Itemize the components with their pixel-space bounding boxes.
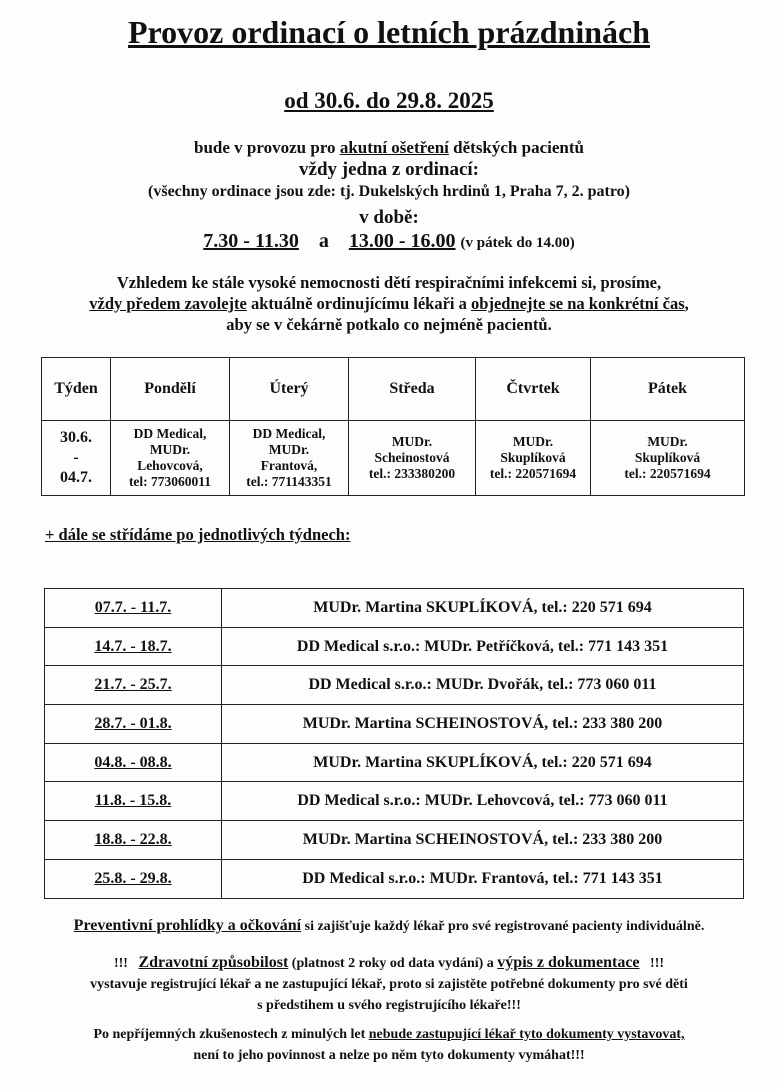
week-sep: - [73, 449, 79, 466]
cell-line: tel.: 233380200 [368, 466, 456, 481]
final-line-1 [0, 1024, 778, 1045]
preventive-note [0, 917, 778, 935]
cell-line: MUDr. [647, 434, 688, 449]
table-row [45, 743, 744, 782]
header-week: Týden [42, 358, 111, 421]
afternoon-hours: 13.00 - 16.00 [348, 230, 456, 252]
book-time: objednejte se na konkrétní čas [471, 294, 685, 313]
wednesday-cell [349, 421, 476, 496]
cell-line: Skuplíková [500, 450, 566, 465]
records-excerpt-title: výpis z dokumentace [497, 954, 640, 971]
table-row [45, 627, 744, 666]
rotation-doctor: MUDr. Martina SCHEINOSTOVÁ, tel.: 233 380 200 [222, 705, 744, 744]
cell-line: tel.: 771143351 [246, 474, 332, 489]
hours-and: a [318, 230, 329, 252]
header-friday: Pátek [591, 358, 745, 421]
header-monday: Pondělí [111, 358, 230, 421]
preventive-title: Preventivní prohlídky a očkování [73, 917, 302, 934]
notice-line-3: aby se v čekárně potkalo co nejméně pacientů. [226, 315, 552, 334]
intro-text-end: dětských pacientů [448, 138, 584, 157]
final-line-2: není to jeho povinnost a nelze po něm tyto dokumenty vymáhat!!! [193, 1048, 585, 1063]
rotation-doctor: MUDr. Martina SCHEINOSTOVÁ, tel.: 233 380 200 [222, 821, 744, 860]
cell-line: Skuplíková [634, 450, 701, 465]
monday-cell [111, 421, 230, 496]
first-week-table [41, 357, 745, 496]
rotation-doctor: DD Medical s.r.o.: MUDr. Lehovcová, tel.: 773 060 011 [222, 782, 744, 821]
rotation-doctor: MUDr. Martina SKUPLÍKOVÁ, tel.: 220 571 694 [222, 743, 744, 782]
preventive-text: si zajišťuje každý lékař pro své registrované pacienty individuálně. [301, 919, 705, 934]
rotation-doctor: DD Medical s.r.o.: MUDr. Dvořák, tel.: 773 060 011 [222, 666, 744, 705]
excl-right: !!! [650, 956, 665, 971]
rotation-dates: 21.7. - 25.7. [45, 666, 222, 705]
header-thursday: Čtvrtek [476, 358, 591, 421]
intro-line-2: vždy jedna z ordinací: [299, 159, 479, 180]
table-header-row [42, 358, 745, 421]
cell-line: Lehovcová, [137, 458, 203, 473]
rotation-dates: 07.7. - 11.7. [45, 589, 222, 628]
final-text: Po nepříjemných zkušenostech z minulých let [93, 1027, 369, 1042]
rotation-dates: 25.8. - 29.8. [45, 859, 222, 898]
alternating-heading: + dále se střídáme po jednotlivých týdnech: [45, 525, 351, 544]
health-line-2: vystavuje registrující lékař a ne zastupující lékař, proto si zajistěte potřebné dokumenty pro své děti [90, 977, 688, 992]
call-ahead: vždy předem zavolejte [89, 294, 247, 313]
cell-line: MUDr. [512, 434, 554, 449]
date-range: od 30.6. do 29.8. 2025 [284, 88, 494, 113]
week-end: 04.7. [60, 469, 92, 486]
header-wednesday: Středa [349, 358, 476, 421]
table-row [45, 859, 744, 898]
rotation-dates: 11.8. - 15.8. [45, 782, 222, 821]
health-cert-note [0, 952, 778, 1016]
table-row [45, 589, 744, 628]
header-tuesday: Úterý [230, 358, 349, 421]
table-row [45, 666, 744, 705]
cell-line: Scheinostová [374, 450, 450, 465]
hours-label: v době: [359, 207, 419, 228]
cell-line: MUDr. [391, 434, 433, 449]
rotation-doctor: MUDr. Martina SKUPLÍKOVÁ, tel.: 220 571 694 [222, 589, 744, 628]
thursday-cell [476, 421, 591, 496]
cell-line: DD Medical, [133, 426, 207, 441]
final-underlined: nebude zastupující lékař tyto dokumenty vystavovat, [368, 1027, 685, 1042]
friday-note: (v pátek do 14.00) [460, 235, 575, 251]
table-row [45, 705, 744, 744]
rotation-dates: 28.7. - 01.8. [45, 705, 222, 744]
final-note [0, 1024, 778, 1066]
intro-acute-care: akutní ošetření [339, 138, 449, 157]
week-start: 30.6. [60, 429, 92, 446]
health-mid: (platnost 2 roky od data vydání) a [288, 956, 498, 971]
rotation-doctor: DD Medical s.r.o.: MUDr. Petříčková, tel.: 771 143 351 [222, 627, 744, 666]
excl-left: !!! [113, 956, 128, 971]
cell-line: tel.: 220571694 [489, 466, 577, 481]
health-line-1 [0, 952, 778, 974]
table-row [45, 821, 744, 860]
hours-line [0, 230, 778, 253]
intro-text: bude v provozu pro [194, 138, 340, 157]
week-cell [42, 421, 111, 496]
tuesday-cell [230, 421, 349, 496]
notice-mid: aktuálně ordinujícímu lékaři a [246, 294, 472, 313]
notice-comma: , [684, 294, 689, 313]
cell-line: DD Medical, [252, 426, 326, 441]
table-row [45, 782, 744, 821]
health-line-3: s předstihem u svého registrujícího lékaře!!! [257, 998, 521, 1013]
rotation-dates: 18.8. - 22.8. [45, 821, 222, 860]
page-title: Provoz ordinací o letních prázdninách [127, 14, 651, 50]
notice-line-1: Vzhledem ke stále vysoké nemocnosti dětí respiračními infekcemi si, prosíme, [116, 273, 662, 292]
cell-line: MUDr. [149, 442, 191, 457]
intro-line-1 [0, 138, 778, 158]
rotation-dates: 04.8. - 08.8. [45, 743, 222, 782]
morning-hours: 7.30 - 11.30 [203, 230, 299, 252]
rotation-dates: 14.7. - 18.7. [45, 627, 222, 666]
friday-cell [591, 421, 745, 496]
rotation-doctor: DD Medical s.r.o.: MUDr. Frantová, tel.: 771 143 351 [222, 859, 744, 898]
rotation-table [44, 588, 744, 899]
notice-line-2 [0, 293, 778, 314]
health-cert-title: Zdravotní způsobilost [138, 954, 289, 971]
address-line: (všechny ordinace jsou zde: tj. Dukelských hrdinů 1, Praha 7, 2. patro) [148, 183, 630, 200]
table-row [42, 421, 745, 496]
cell-line: tel: 773060011 [128, 474, 212, 489]
cell-line: MUDr. [268, 442, 310, 457]
cell-line: tel.: 220571694 [624, 466, 711, 481]
cell-line: Frantová, [260, 458, 318, 473]
call-ahead-notice [0, 272, 778, 335]
